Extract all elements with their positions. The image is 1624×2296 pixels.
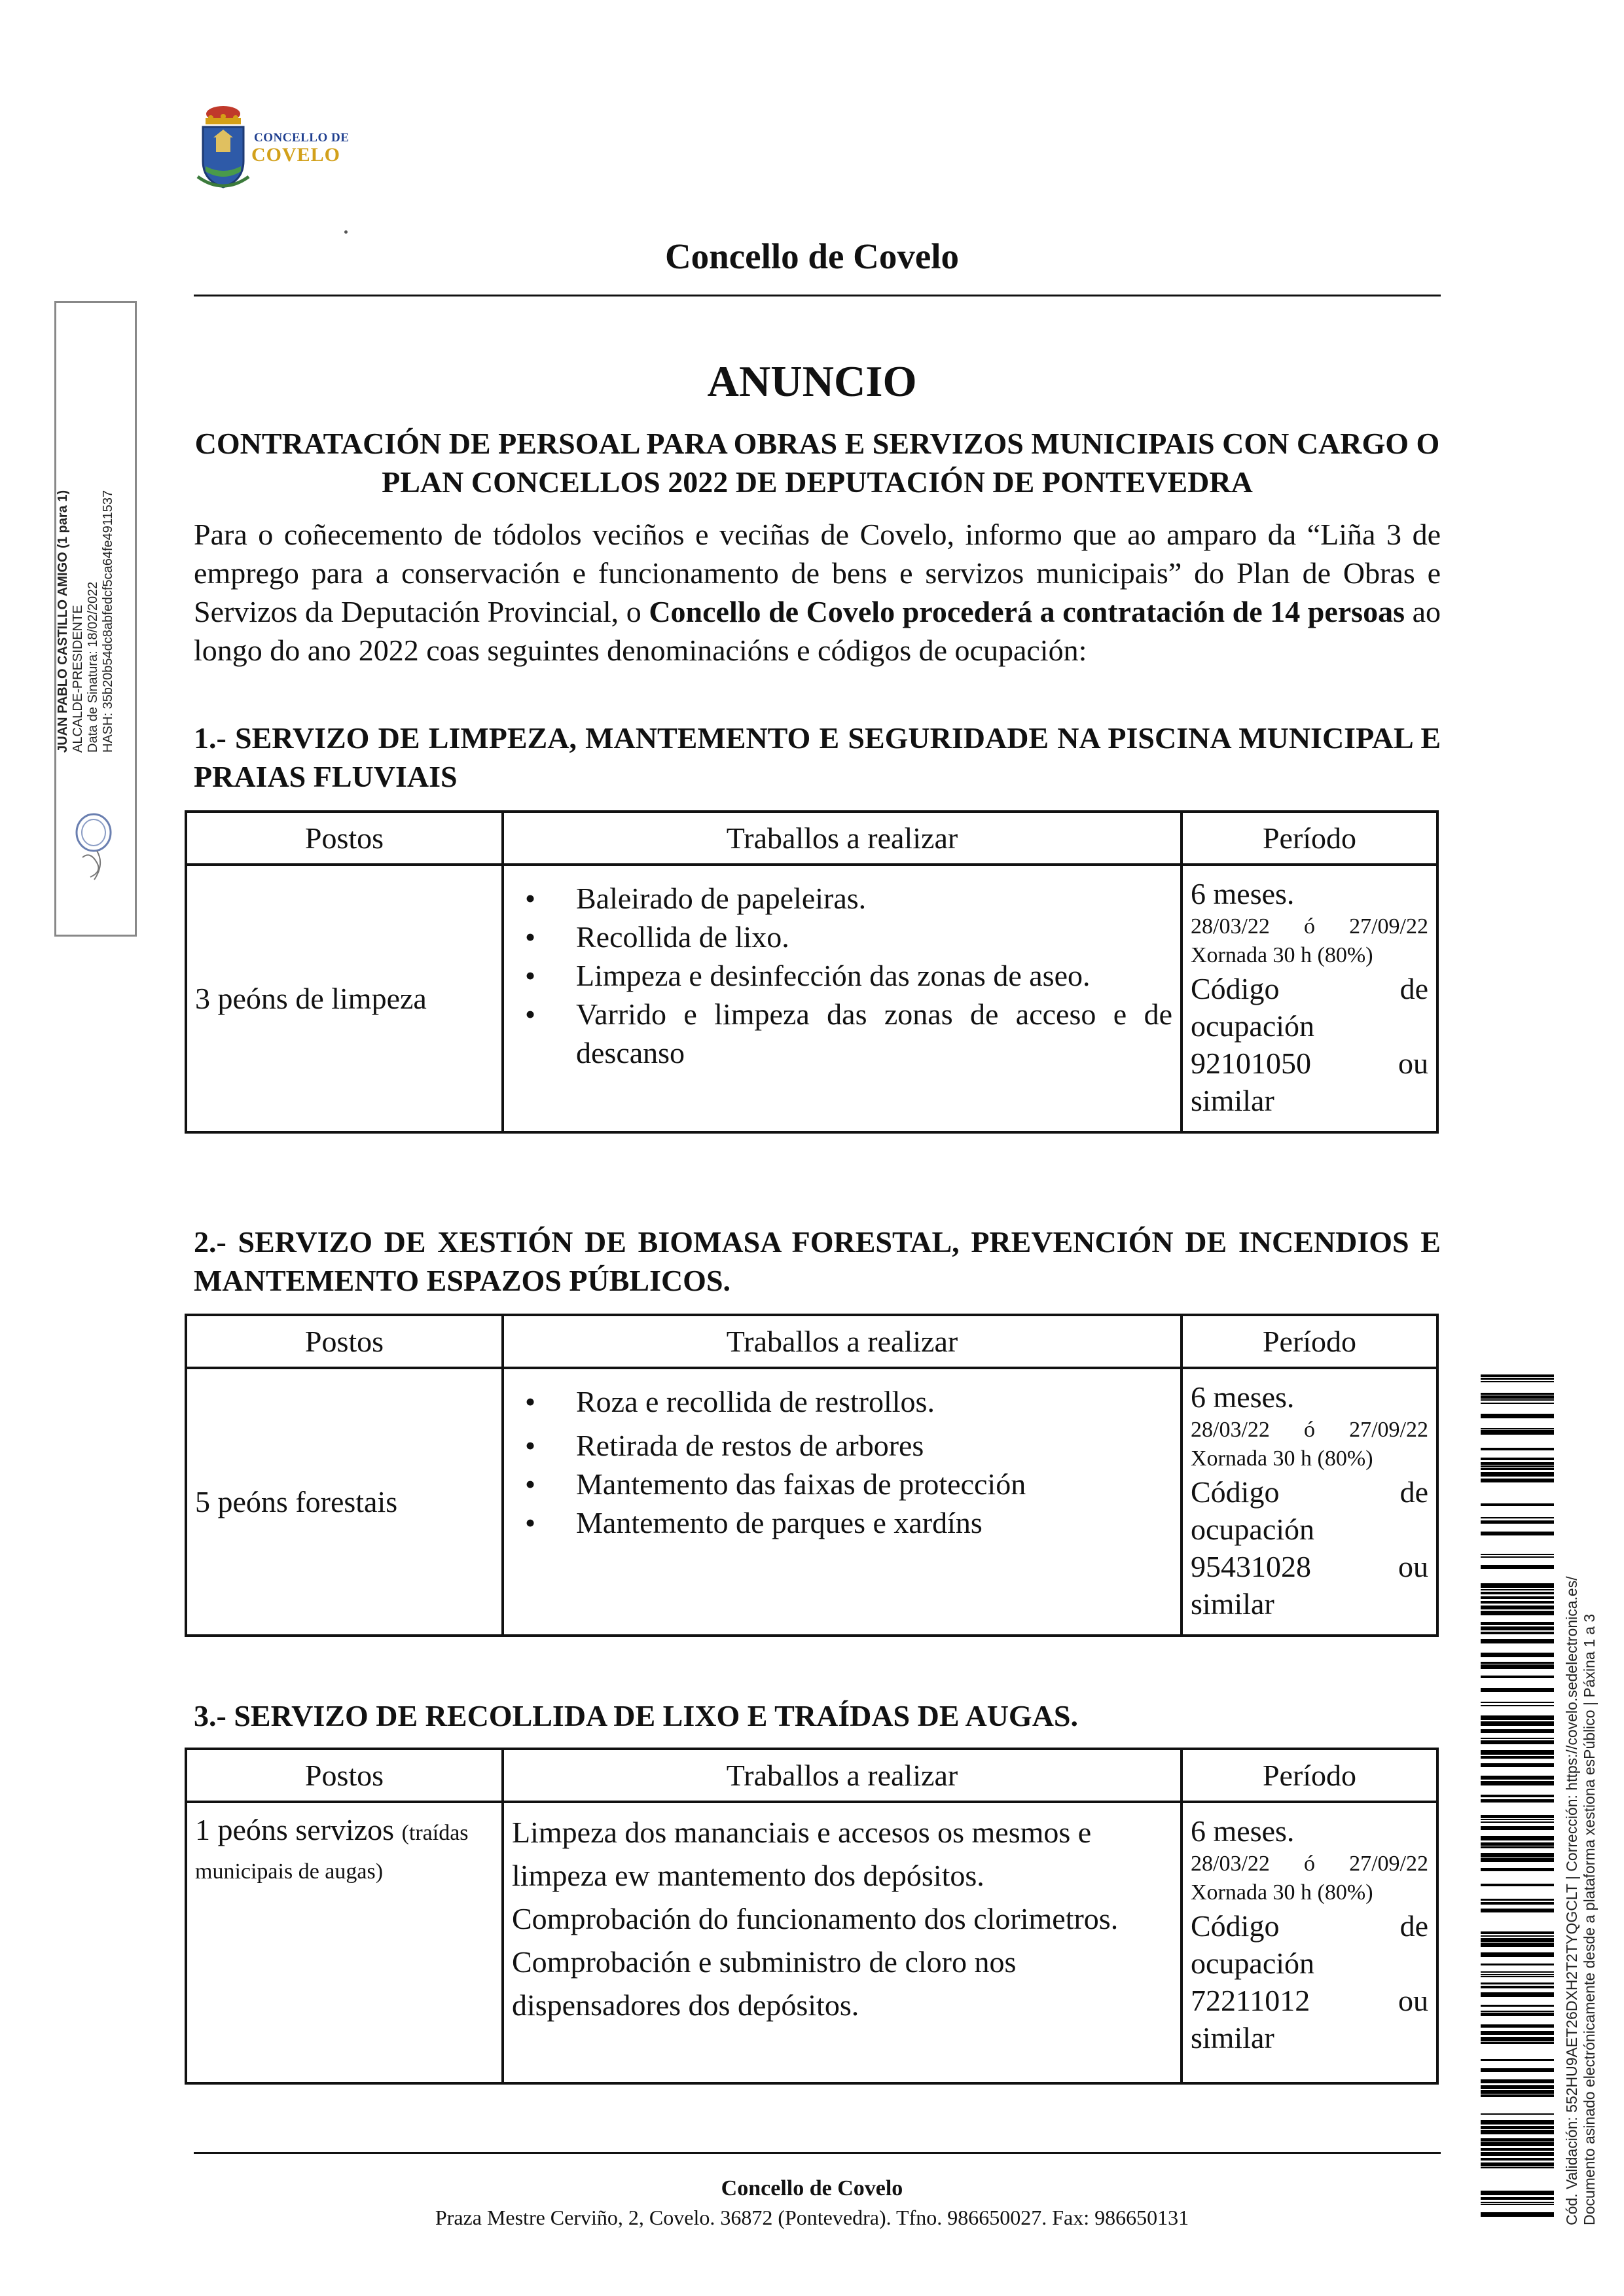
postos-cell: 3 peóns de limpeza: [186, 865, 503, 1132]
subtitle: CONTRATACIÓN DE PERSOAL PARA OBRAS E SERVIZOS MUNICIPAIS CON CARGO O PLAN CONCELLOS 2022 DE DEPUTACIÓN DE PONTEVEDRA: [194, 427, 1440, 499]
table-row: [186, 1802, 1437, 2083]
logo: [194, 103, 357, 195]
intro-text-bold: Concello de Covelo procederá a contratación de 14 persoas: [649, 595, 1405, 628]
code-line: [1191, 1045, 1428, 1082]
intro-text-1: Para o coñecemento de tódolos veciños e veciñas de Covelo, informo que ao amparo da “Liña 3 de emprego para a conservación e funcionamento de bens e servizos municipais” do Plan de Obras e Servizos da Deputación Provincial, o: [194, 518, 1441, 628]
codigo-label: Código: [1191, 1475, 1280, 1509]
list-item: • Mantemento de parques e xardíns: [512, 1503, 1172, 1542]
dates: [1191, 912, 1428, 941]
date-start: 28/03/22: [1191, 1418, 1270, 1442]
task-list: [512, 879, 1172, 1072]
tasks-cell: [503, 1802, 1182, 2083]
page-title: ANUNCIO: [707, 357, 917, 406]
codigo-label: Código: [1191, 972, 1280, 1005]
codigo-line: [1191, 1473, 1428, 1511]
ocupacion-label: ocupación: [1191, 1009, 1315, 1043]
similar-label: similar: [1191, 1084, 1274, 1117]
duration: 6 meses.: [1191, 1380, 1295, 1414]
section-3-table: [185, 1748, 1439, 2085]
date-end: 27/09/22: [1349, 914, 1428, 939]
signature-date: Data de Sinatura: 18/02/2022: [86, 581, 100, 753]
section-2-title: 2.- SERVIZO DE XESTIÓN DE BIOMASA FORESTAL, PREVENCIÓN DE INCENDIOS E MANTEMENTO ESPAZOS PÚBLICOS.: [194, 1225, 1441, 1297]
dates: [1191, 1850, 1428, 1878]
list-item: • Retirada de restos de arbores: [512, 1426, 1172, 1465]
period-cell: [1182, 865, 1437, 1132]
occupation-code: 92101050: [1191, 1047, 1311, 1080]
postos-note: (traídas: [401, 1821, 469, 1845]
validation-platform: Documento asinado electrónicamente desde a plataforma xestiona esPúblico | Páxina 1 a 3: [1581, 1613, 1598, 2225]
list-item: • Varrido e limpeza das zonas de acceso e de descanso: [512, 995, 1172, 1072]
footer-name: Concello de Covelo: [721, 2176, 903, 2200]
task-paragraph: Comprobación do funcionamento dos clorimetros.: [512, 1902, 1119, 1935]
list-item: • Baleirado de papeleiras.: [512, 879, 1172, 918]
header-postos: Postos: [186, 1315, 503, 1368]
list-item: • Limpeza e desinfección das zonas de aseo.: [512, 956, 1172, 995]
date-start: 28/03/22: [1191, 914, 1270, 939]
date-end: 27/09/22: [1349, 1852, 1428, 1876]
list-item: • Roza e recollida de restrollos.: [512, 1382, 1172, 1421]
table-header-row: [186, 1749, 1437, 1802]
signer-role: ALCALDE-PRESIDENTE: [71, 605, 85, 753]
section-1-table: [185, 810, 1439, 1134]
header-periodo: Período: [1182, 1749, 1437, 1802]
table-header-row: [186, 1315, 1437, 1368]
list-item: • Mantemento das faixas de protección: [512, 1465, 1172, 1503]
code-line: [1191, 1548, 1428, 1585]
occupation-code: 72211012: [1191, 1984, 1310, 2017]
codigo-label: Código: [1191, 1909, 1280, 1943]
barcode-icon: [1481, 1374, 1554, 2225]
header-traballos: Traballos a realizar: [503, 1749, 1182, 1802]
header-title: Concello de Covelo: [664, 236, 960, 276]
date-sep: ó: [1304, 914, 1315, 939]
section-2-table: [185, 1314, 1439, 1637]
signer-name: JUAN PABLO CASTILLO AMIGO (1 para 1): [56, 490, 70, 753]
header-periodo: Período: [1182, 812, 1437, 865]
de-label: de: [1399, 1909, 1428, 1943]
codigo-line: [1191, 1907, 1428, 1945]
section-1-title: 1.- SERVIZO DE LIMPEZA, MANTEMENTO E SEGURIDADE NA PISCINA MUNICIPAL E PRAIAS FLUVIAIS: [194, 721, 1441, 793]
de-label: de: [1399, 972, 1428, 1005]
xornada: Xornada 30 h (80%): [1191, 1880, 1373, 1905]
seal-icon: [71, 812, 117, 884]
tasks-cell: [503, 865, 1182, 1132]
duration: 6 meses.: [1191, 877, 1295, 910]
section-3-title: 3.- SERVIZO DE RECOLLIDA DE LIXO E TRAÍDAS DE AUGAS.: [194, 1699, 1079, 1732]
logo-text-line1: CONCELLO DE: [254, 131, 350, 145]
date-end: 27/09/22: [1349, 1418, 1428, 1442]
intro-paragraph: [194, 515, 1441, 670]
date-sep: ó: [1304, 1852, 1315, 1876]
postos-cell: 5 peóns forestais: [186, 1368, 503, 1636]
intro-text-2: ao longo do ano 2022 coas seguintes denominacións e códigos de ocupación:: [194, 595, 1441, 667]
occupation-code: 95431028: [1191, 1550, 1311, 1583]
code-line: [1191, 1982, 1428, 2019]
logo-text-line2: COVELO: [251, 144, 341, 166]
footer-address: Praza Mestre Cerviño, 2, Covelo. 36872 (Pontevedra). Tfno. 986650027. Fax: 986650131: [435, 2206, 1189, 2229]
table-header-row: [186, 812, 1437, 865]
tasks-cell: [503, 1368, 1182, 1636]
table-row: [186, 865, 1437, 1132]
postos-main: 1 peóns servizos: [195, 1813, 395, 1846]
similar-label: similar: [1191, 1587, 1274, 1621]
task-paragraph: Limpeza dos mananciais e accesos os mesmos e limpeza ew mantemento dos depósitos.: [512, 1816, 1092, 1892]
xornada: Xornada 30 h (80%): [1191, 1446, 1373, 1471]
xornada: Xornada 30 h (80%): [1191, 943, 1373, 967]
coat-of-arms-icon: [194, 103, 253, 195]
header-postos: Postos: [186, 812, 503, 865]
header-traballos: Traballos a realizar: [503, 1315, 1182, 1368]
period-cell: [1182, 1802, 1437, 2083]
period-cell: [1182, 1368, 1437, 1636]
table-row: [186, 1368, 1437, 1636]
ou-label: ou: [1398, 1984, 1428, 2017]
footer-divider: [194, 2152, 1441, 2154]
header-postos: Postos: [186, 1749, 503, 1802]
ou-label: ou: [1398, 1550, 1428, 1583]
postos-note-2: municipais de augas): [195, 1859, 384, 1884]
validation-code: Cód. Validación: 552HU9AET26DXH2T2TYQGCLT | Corrección: https://covelo.sedelectronica.es/: [1563, 1576, 1580, 2225]
date-sep: ó: [1304, 1418, 1315, 1442]
list-item: • Recollida de lixo.: [512, 918, 1172, 956]
task-paragraph: Comprobación e subministro de cloro nos dispensadores dos depósitos.: [512, 1945, 1017, 2022]
similar-label: similar: [1191, 2021, 1274, 2054]
ou-label: ou: [1398, 1047, 1428, 1080]
header-periodo: Período: [1182, 1315, 1437, 1368]
de-label: de: [1399, 1475, 1428, 1509]
header-divider: [194, 295, 1441, 296]
ocupacion-label: ocupación: [1191, 1946, 1315, 1980]
signature-hash: HASH: 35b20b54dc8abfedcf5ca64fe4911537: [101, 490, 115, 753]
date-start: 28/03/22: [1191, 1852, 1270, 1876]
task-list: [512, 1382, 1172, 1542]
scan-dot: [344, 230, 348, 234]
duration: 6 meses.: [1191, 1814, 1295, 1848]
postos-cell: [186, 1802, 503, 2083]
dates: [1191, 1416, 1428, 1444]
ocupacion-label: ocupación: [1191, 1513, 1315, 1546]
header-traballos: Traballos a realizar: [503, 812, 1182, 865]
codigo-line: [1191, 970, 1428, 1007]
